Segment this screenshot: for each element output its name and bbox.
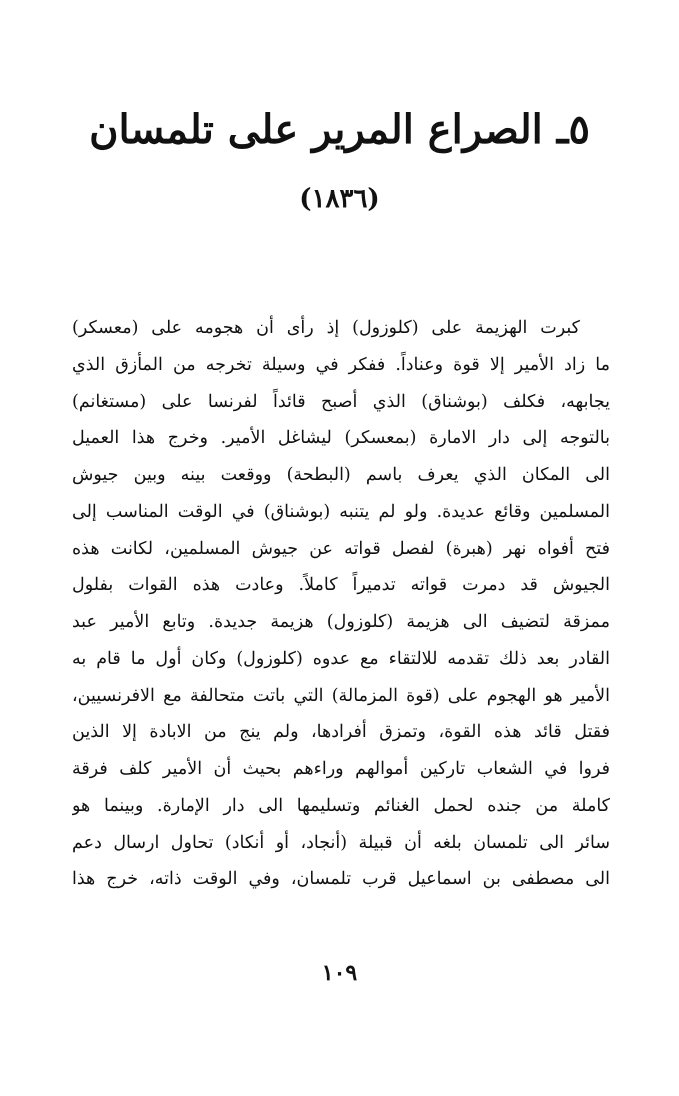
text-line: سائر الى تلمسان بلغه أن قبيلة (أنجاد، أو أنكاد) تحاول ارسال دعم [72,832,610,853]
text-line: فقتل قائد هذه القوة، وتمزق أفرادها، ولم ينج من الابادة إلا الذين [72,722,610,743]
chapter-title: ٥ـ الصراع المرير على تلمسان [89,106,590,153]
text-line: كبرت الهزيمة على (كلوزول) إذ رأى أن هجومه على (معسكر) [72,318,580,338]
text-line: يجابهه، فكلف (بوشناق) الذي أصبح قائداً لفرنسا على (مستغانم) [72,391,610,412]
text-line: ممزقة لتضيف الى هزيمة (كلوزول) هزيمة جديدة. وتابع الأمير عبد [72,612,610,632]
page-number: ١٠٩ [321,960,358,986]
chapter-year: (١٨٣٦) [299,184,380,214]
text-line: فروا في الشعاب تاركين أموالهم وراءهم بحيث أن الأمير كلف فرقة [72,759,610,779]
text-line: الأمير هو الهجوم على (قوة المزمالة) التي باتت متحالفة مع الافرنسيين، [72,685,610,706]
text-line: كاملة من جنده لحمل الغنائم وتسليمها الى دار الإمارة. وبينما هو [72,795,610,816]
text-line: الجيوش قد دمرت قواته تدميراً كاملاً. وعادت هذه القوات بفلول [72,575,610,596]
text-line: الى مصطفى بن اسماعيل قرب تلمسان، وفي الوقت ذاته، خرج هذا [72,869,610,890]
text-line: المسلمين وقائع عديدة. ولو لم يتنبه (بوشناق) في الوقت المناسب إلى [72,501,610,522]
text-line: فتح أفواه نهر (هبرة) لفصل قواته عن جيوش المسلمين، لكانت هذه [72,538,610,559]
body-text [72,310,610,898]
text-line: الى المكان الذي يعرف باسم (البطحة) ووقعت بينه وبين جيوش [72,465,610,485]
text-line: ما زاد الأمير إلا قوة وعناداً. ففكر في وسيلة تخرجه من المأزق الذي [72,354,610,375]
text-line: بالتوجه إلى دار الامارة (بمعسكر) ليشاغل الأمير. وخرج هذا العميل [72,428,610,449]
text-line: القادر بعد ذلك تقدمه للالتقاء مع عدوه (كلوزول) وكان أول ما قام به [72,648,610,669]
